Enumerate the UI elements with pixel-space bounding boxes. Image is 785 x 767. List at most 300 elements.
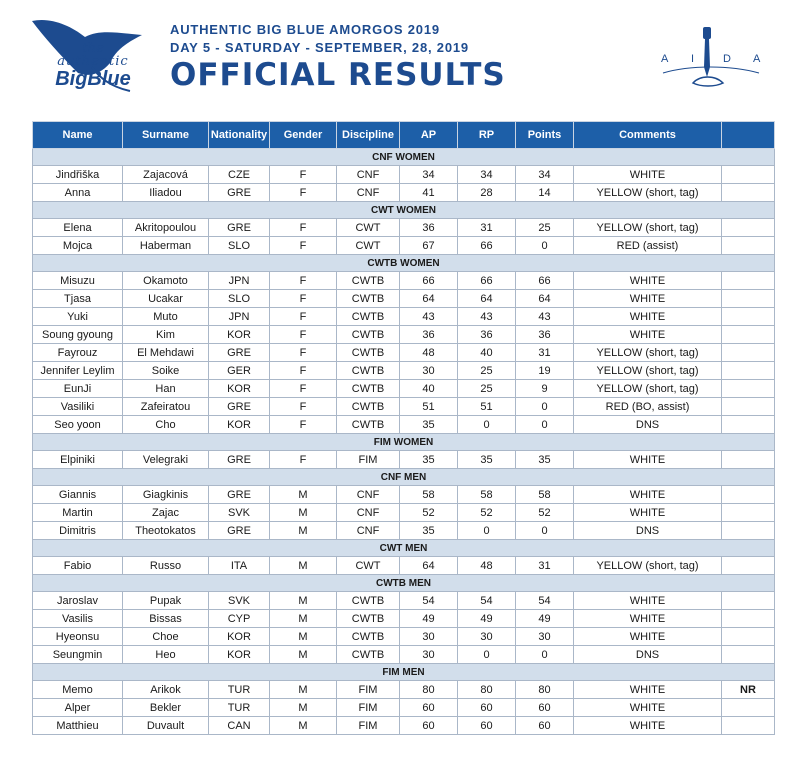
gender-cell: F	[270, 237, 337, 255]
record-cell	[722, 522, 775, 540]
rp-cell: 40	[458, 344, 516, 362]
nationality-cell: GRE	[209, 344, 270, 362]
ap-cell: 48	[400, 344, 458, 362]
points-cell: 64	[516, 290, 574, 308]
discipline-cell: CNF	[337, 486, 400, 504]
comments-cell: WHITE	[574, 326, 722, 344]
points-cell: 60	[516, 699, 574, 717]
discipline-cell: CWTB	[337, 326, 400, 344]
table-row	[33, 504, 775, 522]
points-cell: 35	[516, 451, 574, 469]
nationality-cell: JPN	[209, 272, 270, 290]
title-block	[170, 22, 506, 93]
ap-cell: 41	[400, 184, 458, 202]
section-title: CWTB WOMEN	[33, 255, 775, 272]
discipline-cell: CWTB	[337, 272, 400, 290]
rp-cell: 30	[458, 628, 516, 646]
ap-cell: 49	[400, 610, 458, 628]
gender-cell: F	[270, 344, 337, 362]
col-surname-header: Surname	[123, 122, 209, 149]
ap-cell: 66	[400, 272, 458, 290]
ap-cell: 80	[400, 681, 458, 699]
record-cell	[722, 237, 775, 255]
ap-cell: 35	[400, 416, 458, 434]
table-row	[33, 646, 775, 664]
discipline-cell: FIM	[337, 451, 400, 469]
page-title: OFFICIAL RESULTS	[170, 57, 506, 93]
name-cell: Misuzu	[33, 272, 123, 290]
event-date: DAY 5 - SATURDAY - SEPTEMBER, 28, 2019	[170, 40, 469, 55]
gender-cell: F	[270, 326, 337, 344]
comments-cell: DNS	[574, 416, 722, 434]
surname-cell: Iliadou	[123, 184, 209, 202]
points-cell: 31	[516, 344, 574, 362]
record-cell: NR	[722, 681, 775, 699]
surname-cell: Muto	[123, 308, 209, 326]
ap-cell: 36	[400, 219, 458, 237]
surname-cell: Zafeiratou	[123, 398, 209, 416]
nationality-cell: JPN	[209, 308, 270, 326]
points-cell: 36	[516, 326, 574, 344]
points-cell: 60	[516, 717, 574, 735]
ap-cell: 34	[400, 166, 458, 184]
discipline-cell: CNF	[337, 166, 400, 184]
ap-cell: 43	[400, 308, 458, 326]
event-title: AUTHENTIC BIG BLUE AMORGOS 2019	[170, 22, 440, 37]
record-cell	[722, 592, 775, 610]
section-row	[33, 469, 775, 486]
nationality-cell: SLO	[209, 237, 270, 255]
gender-cell: M	[270, 592, 337, 610]
surname-cell: El Mehdawi	[123, 344, 209, 362]
points-cell: 19	[516, 362, 574, 380]
ap-cell: 51	[400, 398, 458, 416]
record-cell	[722, 699, 775, 717]
col-comments-header: Comments	[574, 122, 722, 149]
aida-letter: A	[753, 53, 762, 65]
nationality-cell: KOR	[209, 628, 270, 646]
ap-cell: 36	[400, 326, 458, 344]
ap-cell: 52	[400, 504, 458, 522]
rp-cell: 52	[458, 504, 516, 522]
points-cell: 49	[516, 610, 574, 628]
gender-cell: F	[270, 308, 337, 326]
nationality-cell: GRE	[209, 522, 270, 540]
record-cell	[722, 398, 775, 416]
table-row	[33, 380, 775, 398]
points-cell: 34	[516, 166, 574, 184]
surname-cell: Giagkinis	[123, 486, 209, 504]
name-cell: Seungmin	[33, 646, 123, 664]
header-row	[33, 122, 775, 149]
nationality-cell: GER	[209, 362, 270, 380]
aida-letter: A	[661, 53, 670, 65]
discipline-cell: FIM	[337, 717, 400, 735]
gender-cell: M	[270, 522, 337, 540]
gender-cell: F	[270, 166, 337, 184]
name-cell: Jindřiška	[33, 166, 123, 184]
gender-cell: F	[270, 398, 337, 416]
record-cell	[722, 380, 775, 398]
rp-cell: 0	[458, 522, 516, 540]
rp-cell: 49	[458, 610, 516, 628]
points-cell: 0	[516, 522, 574, 540]
rp-cell: 80	[458, 681, 516, 699]
rp-cell: 36	[458, 326, 516, 344]
discipline-cell: FIM	[337, 699, 400, 717]
name-cell: Elpiniki	[33, 451, 123, 469]
comments-cell: DNS	[574, 522, 722, 540]
ap-cell: 30	[400, 646, 458, 664]
record-cell	[722, 504, 775, 522]
ap-cell: 64	[400, 557, 458, 575]
rp-cell: 51	[458, 398, 516, 416]
nationality-cell: CYP	[209, 610, 270, 628]
nationality-cell: CAN	[209, 717, 270, 735]
section-row	[33, 540, 775, 557]
name-cell: Martin	[33, 504, 123, 522]
table-row	[33, 522, 775, 540]
nationality-cell: KOR	[209, 416, 270, 434]
surname-cell: Okamoto	[123, 272, 209, 290]
points-cell: 58	[516, 486, 574, 504]
ap-cell: 60	[400, 717, 458, 735]
logo-line-3: BigBlue	[55, 68, 131, 90]
surname-cell: Russo	[123, 557, 209, 575]
comments-cell: WHITE	[574, 486, 722, 504]
record-cell	[722, 646, 775, 664]
comments-cell: YELLOW (short, tag)	[574, 344, 722, 362]
comments-cell: WHITE	[574, 166, 722, 184]
discipline-cell: FIM	[337, 681, 400, 699]
table-row	[33, 290, 775, 308]
record-cell	[722, 326, 775, 344]
nationality-cell: SVK	[209, 592, 270, 610]
rp-cell: 43	[458, 308, 516, 326]
comments-cell: WHITE	[574, 451, 722, 469]
record-cell	[722, 166, 775, 184]
section-row	[33, 255, 775, 272]
table-body	[33, 149, 775, 735]
points-cell: 0	[516, 398, 574, 416]
section-title: FIM MEN	[33, 664, 775, 681]
discipline-cell: CWTB	[337, 592, 400, 610]
name-cell: Seo yoon	[33, 416, 123, 434]
name-cell: Yuki	[33, 308, 123, 326]
name-cell: Mojca	[33, 237, 123, 255]
record-cell	[722, 451, 775, 469]
discipline-cell: CWTB	[337, 308, 400, 326]
col-nationality-header: Nationality	[209, 122, 270, 149]
comments-cell: YELLOW (short, tag)	[574, 557, 722, 575]
col-ap-header: AP	[400, 122, 458, 149]
record-cell	[722, 308, 775, 326]
gender-cell: M	[270, 504, 337, 522]
nationality-cell: GRE	[209, 219, 270, 237]
discipline-cell: CWTB	[337, 416, 400, 434]
surname-cell: Cho	[123, 416, 209, 434]
surname-cell: Bissas	[123, 610, 209, 628]
name-cell: Soung gyoung	[33, 326, 123, 344]
gender-cell: F	[270, 272, 337, 290]
col-gender-header: Gender	[270, 122, 337, 149]
name-cell: Matthieu	[33, 717, 123, 735]
points-cell: 9	[516, 380, 574, 398]
surname-cell: Arikok	[123, 681, 209, 699]
table-row	[33, 486, 775, 504]
surname-cell: Zajacová	[123, 166, 209, 184]
table-row	[33, 592, 775, 610]
table-row	[33, 557, 775, 575]
section-row	[33, 202, 775, 219]
rp-cell: 34	[458, 166, 516, 184]
record-cell	[722, 184, 775, 202]
gender-cell: M	[270, 681, 337, 699]
nationality-cell: TUR	[209, 699, 270, 717]
nationality-cell: GRE	[209, 486, 270, 504]
name-cell: Fayrouz	[33, 344, 123, 362]
record-cell	[722, 486, 775, 504]
gender-cell: M	[270, 699, 337, 717]
table-row	[33, 344, 775, 362]
discipline-cell: CNF	[337, 184, 400, 202]
discipline-cell: CWTB	[337, 628, 400, 646]
table-row	[33, 237, 775, 255]
discipline-cell: CWTB	[337, 380, 400, 398]
points-cell: 80	[516, 681, 574, 699]
record-cell	[722, 272, 775, 290]
record-cell	[722, 416, 775, 434]
table-row	[33, 416, 775, 434]
gender-cell: M	[270, 717, 337, 735]
discipline-cell: CNF	[337, 504, 400, 522]
table-row	[33, 681, 775, 699]
logo-wordmark	[43, 42, 143, 89]
ap-cell: 54	[400, 592, 458, 610]
table-row	[33, 451, 775, 469]
name-cell: Elena	[33, 219, 123, 237]
name-cell: Anna	[33, 184, 123, 202]
surname-cell: Bekler	[123, 699, 209, 717]
surname-cell: Han	[123, 380, 209, 398]
results-table	[32, 121, 775, 735]
page-header	[0, 0, 785, 118]
aida-letter: I	[691, 53, 696, 65]
section-row	[33, 664, 775, 681]
points-cell: 0	[516, 416, 574, 434]
name-cell: Dimitris	[33, 522, 123, 540]
section-row	[33, 149, 775, 166]
rp-cell: 64	[458, 290, 516, 308]
rp-cell: 66	[458, 237, 516, 255]
ap-cell: 35	[400, 522, 458, 540]
gender-cell: F	[270, 416, 337, 434]
ap-cell: 40	[400, 380, 458, 398]
points-cell: 0	[516, 237, 574, 255]
col-record-header	[722, 122, 775, 149]
discipline-cell: CNF	[337, 522, 400, 540]
name-cell: Hyeonsu	[33, 628, 123, 646]
points-cell: 14	[516, 184, 574, 202]
record-cell	[722, 290, 775, 308]
comments-cell: WHITE	[574, 290, 722, 308]
nationality-cell: GRE	[209, 451, 270, 469]
name-cell: Jennifer Leylim	[33, 362, 123, 380]
comments-cell: YELLOW (short, tag)	[574, 380, 722, 398]
col-name-header: Name	[33, 122, 123, 149]
gender-cell: F	[270, 451, 337, 469]
section-title: CWTB MEN	[33, 575, 775, 592]
comments-cell: WHITE	[574, 592, 722, 610]
logo-line-2: authentic	[57, 54, 129, 69]
col-discipline-header: Discipline	[337, 122, 400, 149]
table-row	[33, 219, 775, 237]
discipline-cell: CWTB	[337, 344, 400, 362]
name-cell: EunJi	[33, 380, 123, 398]
surname-cell: Soike	[123, 362, 209, 380]
nationality-cell: KOR	[209, 380, 270, 398]
gender-cell: M	[270, 646, 337, 664]
rp-cell: 60	[458, 699, 516, 717]
rp-cell: 25	[458, 362, 516, 380]
points-cell: 0	[516, 646, 574, 664]
section-title: CWT WOMEN	[33, 202, 775, 219]
record-cell	[722, 219, 775, 237]
comments-cell: WHITE	[574, 717, 722, 735]
name-cell: Giannis	[33, 486, 123, 504]
comments-cell: RED (BO, assist)	[574, 398, 722, 416]
points-cell: 30	[516, 628, 574, 646]
ap-cell: 67	[400, 237, 458, 255]
ap-cell: 30	[400, 362, 458, 380]
nationality-cell: SVK	[209, 504, 270, 522]
surname-cell: Zajac	[123, 504, 209, 522]
gender-cell: M	[270, 610, 337, 628]
comments-cell: WHITE	[574, 272, 722, 290]
ap-cell: 64	[400, 290, 458, 308]
record-cell	[722, 717, 775, 735]
gender-cell: M	[270, 486, 337, 504]
comments-cell: WHITE	[574, 681, 722, 699]
discipline-cell: CWT	[337, 557, 400, 575]
ap-cell: 30	[400, 628, 458, 646]
gender-cell: M	[270, 557, 337, 575]
nationality-cell: GRE	[209, 398, 270, 416]
nationality-cell: ITA	[209, 557, 270, 575]
section-title: CNF MEN	[33, 469, 775, 486]
gender-cell: F	[270, 219, 337, 237]
record-cell	[722, 628, 775, 646]
rp-cell: 35	[458, 451, 516, 469]
points-cell: 31	[516, 557, 574, 575]
section-title: CNF WOMEN	[33, 149, 775, 166]
gender-cell: F	[270, 184, 337, 202]
rp-cell: 48	[458, 557, 516, 575]
record-cell	[722, 610, 775, 628]
table-row	[33, 398, 775, 416]
comments-cell: WHITE	[574, 628, 722, 646]
logo-line-1: the	[82, 41, 104, 56]
aida-letter: D	[723, 53, 732, 65]
rp-cell: 66	[458, 272, 516, 290]
section-title: FIM WOMEN	[33, 434, 775, 451]
ap-cell: 60	[400, 699, 458, 717]
table-row	[33, 166, 775, 184]
points-cell: 25	[516, 219, 574, 237]
section-row	[33, 434, 775, 451]
rp-cell: 31	[458, 219, 516, 237]
points-cell: 54	[516, 592, 574, 610]
points-cell: 52	[516, 504, 574, 522]
surname-cell: Choe	[123, 628, 209, 646]
section-title: CWT MEN	[33, 540, 775, 557]
comments-cell: WHITE	[574, 504, 722, 522]
table-row	[33, 628, 775, 646]
surname-cell: Haberman	[123, 237, 209, 255]
surname-cell: Pupak	[123, 592, 209, 610]
nationality-cell: GRE	[209, 184, 270, 202]
surname-cell: Ucakar	[123, 290, 209, 308]
name-cell: Alper	[33, 699, 123, 717]
surname-cell: Kim	[123, 326, 209, 344]
table-row	[33, 272, 775, 290]
surname-cell: Duvault	[123, 717, 209, 735]
nationality-cell: SLO	[209, 290, 270, 308]
comments-cell: RED (assist)	[574, 237, 722, 255]
discipline-cell: CWTB	[337, 398, 400, 416]
name-cell: Fabio	[33, 557, 123, 575]
table-row	[33, 362, 775, 380]
discipline-cell: CWTB	[337, 362, 400, 380]
comments-cell: YELLOW (short, tag)	[574, 362, 722, 380]
surname-cell: Velegraki	[123, 451, 209, 469]
col-rp-header: RP	[458, 122, 516, 149]
discipline-cell: CWT	[337, 219, 400, 237]
table-row	[33, 699, 775, 717]
gender-cell: F	[270, 380, 337, 398]
discipline-cell: CWTB	[337, 290, 400, 308]
discipline-cell: CWT	[337, 237, 400, 255]
rp-cell: 25	[458, 380, 516, 398]
discipline-cell: CWTB	[337, 646, 400, 664]
comments-cell: WHITE	[574, 610, 722, 628]
rp-cell: 0	[458, 646, 516, 664]
nationality-cell: KOR	[209, 646, 270, 664]
points-cell: 43	[516, 308, 574, 326]
comments-cell: YELLOW (short, tag)	[574, 184, 722, 202]
comments-cell: WHITE	[574, 308, 722, 326]
rp-cell: 58	[458, 486, 516, 504]
record-cell	[722, 362, 775, 380]
section-row	[33, 575, 775, 592]
table-header	[33, 122, 775, 149]
rp-cell: 60	[458, 717, 516, 735]
surname-cell: Akritopoulou	[123, 219, 209, 237]
ap-cell: 35	[400, 451, 458, 469]
gender-cell: F	[270, 290, 337, 308]
table-row	[33, 308, 775, 326]
surname-cell: Theotokatos	[123, 522, 209, 540]
name-cell: Jaroslav	[33, 592, 123, 610]
points-cell: 66	[516, 272, 574, 290]
name-cell: Vasilis	[33, 610, 123, 628]
name-cell: Vasiliki	[33, 398, 123, 416]
nationality-cell: TUR	[209, 681, 270, 699]
freediver-icon	[655, 25, 765, 100]
table-row	[33, 184, 775, 202]
name-cell: Tjasa	[33, 290, 123, 308]
record-cell	[722, 557, 775, 575]
